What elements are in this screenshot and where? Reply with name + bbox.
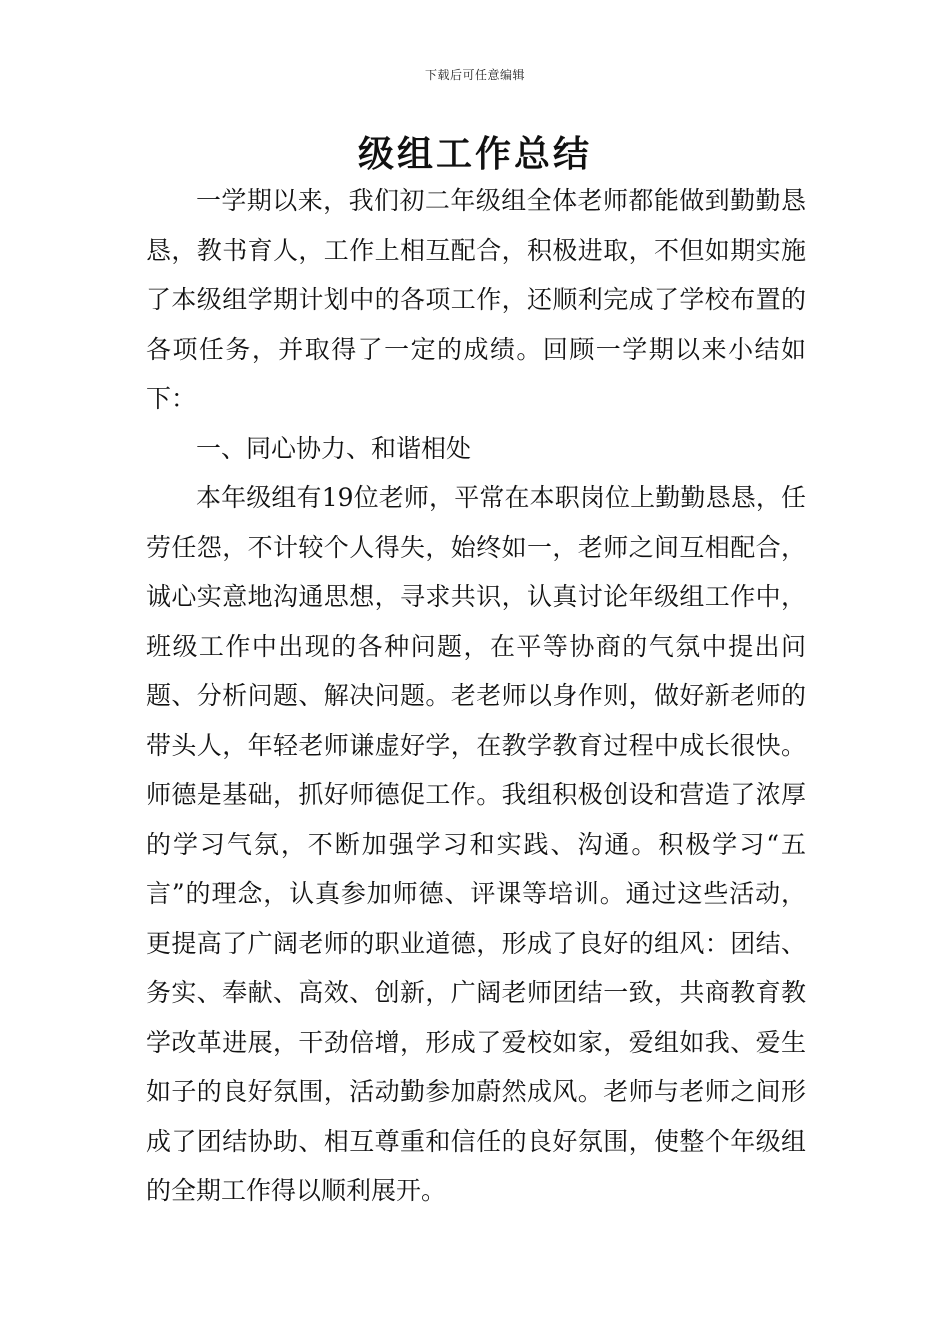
header-note: 下载后可任意编辑 (424, 68, 525, 82)
section-paragraph: 本年级组有19位老师，平常在本职岗位上勤勤恳恳，任劳任怨，不计较个人得失，始终如一，老师之间互相配合，诚心实意地沟通思想，寻求共识，认真讨论年级组工作中，班级工作中出现的各种问题，在平等协商的气氛中提出问题、分析问题、解决问题。老老师以身作则，做好新老师的带头人，年轻老师谦虚好学，在教学教育过程中成长很快。师德是基础，抓好师德促工作。我组积极创设和营造了浓厚的学习气氛，不断加强学习和实践、沟通。积极学习“五言”的理念，认真参加师德、评课等培训。通过这些活动，更提高了广阔老师的职业道德，形成了良好的组风：团结、务实、奉献、高效、创新，广阔老师团结一致，共商教育教学改革进展，干劲倍增，形成了爱校如家，爱组如我、爱生如子的良好氛围，活动勤参加蔚然成风。老师与老师之间形成了团结协助、相互尊重和信任的良好氛围，使整个年级组的全期工作得以顺利展开。 (146, 483, 806, 1205)
document-title: 级组工作总结 (357, 134, 592, 175)
document-body (146, 176, 806, 1216)
intro-paragraph: 一学期以来，我们初二年级组全体老师都能做到勤勤恳恳，教书育人，工作上相互配合，积极进取，不但如期实施了本级组学期计划中的各项工作，还顺利完成了学校布置的各项任务，并取得了一定的成绩。回顾一学期以来小结如下： (146, 186, 806, 413)
section-heading: 一、同心协力、和谐相处 (196, 433, 472, 463)
